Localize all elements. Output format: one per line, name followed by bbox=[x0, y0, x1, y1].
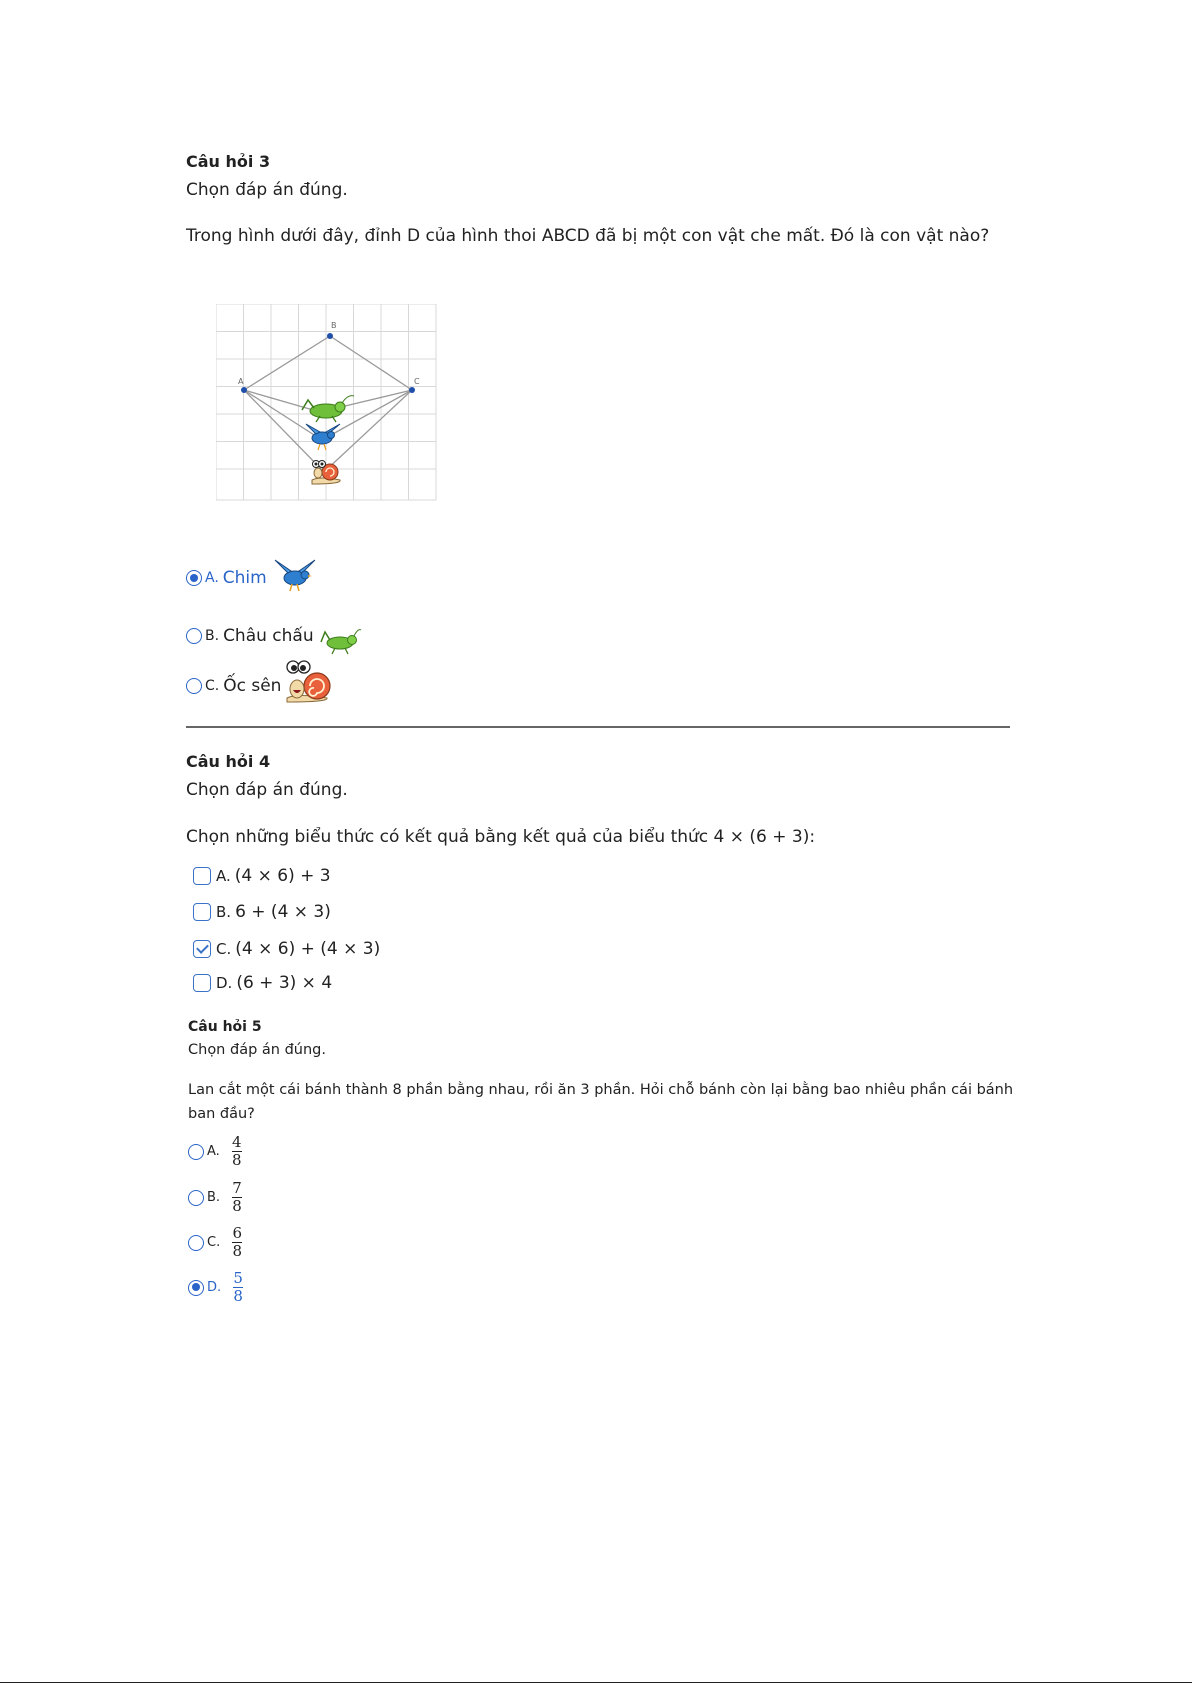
q5-option-d-letter: D. bbox=[207, 1280, 222, 1295]
q3-option-c-label: Ốc sên bbox=[223, 676, 282, 696]
q5-option-c[interactable] bbox=[188, 1225, 242, 1260]
q4-option-c-label: (4 × 6) + (4 × 3) bbox=[235, 939, 381, 959]
q5-option-a-fraction bbox=[232, 1134, 242, 1169]
q4-option-b-letter: B. bbox=[216, 903, 232, 921]
q5-option-d-radio[interactable] bbox=[188, 1280, 204, 1296]
q3-title: Câu hỏi 3 bbox=[186, 152, 271, 171]
q4-option-b[interactable] bbox=[193, 902, 331, 922]
label-c: C bbox=[414, 377, 420, 386]
q3-option-a-letter: A. bbox=[205, 570, 219, 586]
q3-option-b-label: Châu chấu bbox=[223, 626, 314, 646]
q5-option-c-fraction bbox=[232, 1225, 242, 1260]
q5-option-b-denominator: 8 bbox=[232, 1197, 242, 1215]
q3-option-c-letter: C. bbox=[205, 678, 220, 694]
q5-option-a-denominator: 8 bbox=[232, 1151, 242, 1169]
q5-option-d-fraction bbox=[233, 1270, 243, 1305]
q5-option-c-radio[interactable] bbox=[188, 1235, 204, 1251]
q3-option-a-radio[interactable] bbox=[186, 570, 202, 586]
q3-option-a[interactable] bbox=[186, 562, 319, 594]
q5-option-b[interactable] bbox=[188, 1180, 242, 1215]
q5-option-d-denominator: 8 bbox=[233, 1287, 243, 1305]
q4-option-a-label: (4 × 6) + 3 bbox=[234, 866, 331, 886]
bird-icon bbox=[271, 556, 319, 594]
q3-option-c-radio[interactable] bbox=[186, 678, 202, 694]
q5-option-a-letter: A. bbox=[207, 1144, 220, 1159]
q5-option-a-radio[interactable] bbox=[188, 1144, 204, 1160]
vertex-a bbox=[241, 387, 247, 393]
q5-title: Câu hỏi 5 bbox=[188, 1019, 262, 1035]
q4-option-b-checkbox[interactable] bbox=[193, 903, 211, 921]
q5-option-d-numerator: 5 bbox=[233, 1269, 243, 1287]
q4-title: Câu hỏi 4 bbox=[186, 752, 271, 771]
q3-option-a-label: Chim bbox=[222, 568, 267, 588]
q5-option-b-radio[interactable] bbox=[188, 1190, 204, 1206]
q5-option-d[interactable] bbox=[188, 1270, 243, 1305]
q4-question-text: Chọn những biểu thức có kết quả bằng kết quả của biểu thức 4 × (6 + 3): bbox=[186, 827, 816, 847]
q3-option-b-radio[interactable] bbox=[186, 628, 202, 644]
q4-option-d[interactable] bbox=[193, 973, 332, 993]
q5-option-a[interactable] bbox=[188, 1134, 242, 1169]
q5-option-b-letter: B. bbox=[207, 1190, 221, 1205]
q5-option-b-fraction bbox=[232, 1180, 242, 1215]
vertex-b bbox=[327, 333, 333, 339]
q3-option-b[interactable] bbox=[186, 617, 362, 655]
q5-option-c-denominator: 8 bbox=[232, 1242, 242, 1260]
q5-question-text-line1: Lan cắt một cái bánh thành 8 phần bằng nhau, rồi ăn 3 phần. Hỏi chỗ bánh còn lại bằng bao nhiêu phần cái bánh bbox=[188, 1082, 1014, 1098]
rhombus-figure bbox=[216, 304, 440, 504]
page-bottom-border bbox=[0, 1682, 1192, 1683]
q5-option-c-letter: C. bbox=[207, 1235, 221, 1250]
q4-option-a[interactable] bbox=[193, 866, 331, 886]
q4-option-a-letter: A. bbox=[216, 867, 231, 885]
q4-option-c-letter: C. bbox=[216, 940, 232, 958]
grasshopper-icon bbox=[320, 625, 362, 655]
q5-option-a-numerator: 4 bbox=[232, 1133, 242, 1151]
q4-option-d-label: (6 + 3) × 4 bbox=[236, 973, 333, 993]
q3-option-c[interactable] bbox=[186, 668, 335, 704]
vertex-c bbox=[409, 387, 415, 393]
q5-question-text-line2: ban đầu? bbox=[188, 1106, 255, 1122]
q4-option-b-label: 6 + (4 × 3) bbox=[235, 902, 331, 922]
q3-question-text: Trong hình dưới đây, đỉnh D của hình thoi ABCD đã bị một con vật che mất. Đó là con vật nào? bbox=[186, 226, 990, 246]
label-a: A bbox=[238, 377, 244, 386]
q4-option-d-checkbox[interactable] bbox=[193, 974, 211, 992]
q4-option-d-letter: D. bbox=[216, 974, 233, 992]
q4-option-c[interactable] bbox=[193, 939, 380, 959]
q3-option-b-letter: B. bbox=[205, 628, 220, 644]
label-b: B bbox=[331, 321, 337, 330]
q5-option-c-numerator: 6 bbox=[232, 1224, 242, 1242]
q3-instruction: Chọn đáp án đúng. bbox=[186, 180, 348, 200]
snail-icon bbox=[283, 656, 335, 704]
q4-instruction: Chọn đáp án đúng. bbox=[186, 780, 348, 800]
q4-option-a-checkbox[interactable] bbox=[193, 867, 211, 885]
q5-instruction: Chọn đáp án đúng. bbox=[188, 1042, 326, 1058]
q4-option-c-checkbox[interactable] bbox=[193, 940, 211, 958]
bird-icon bbox=[306, 424, 340, 450]
section-divider bbox=[186, 726, 1010, 728]
q5-option-b-numerator: 7 bbox=[232, 1179, 242, 1197]
